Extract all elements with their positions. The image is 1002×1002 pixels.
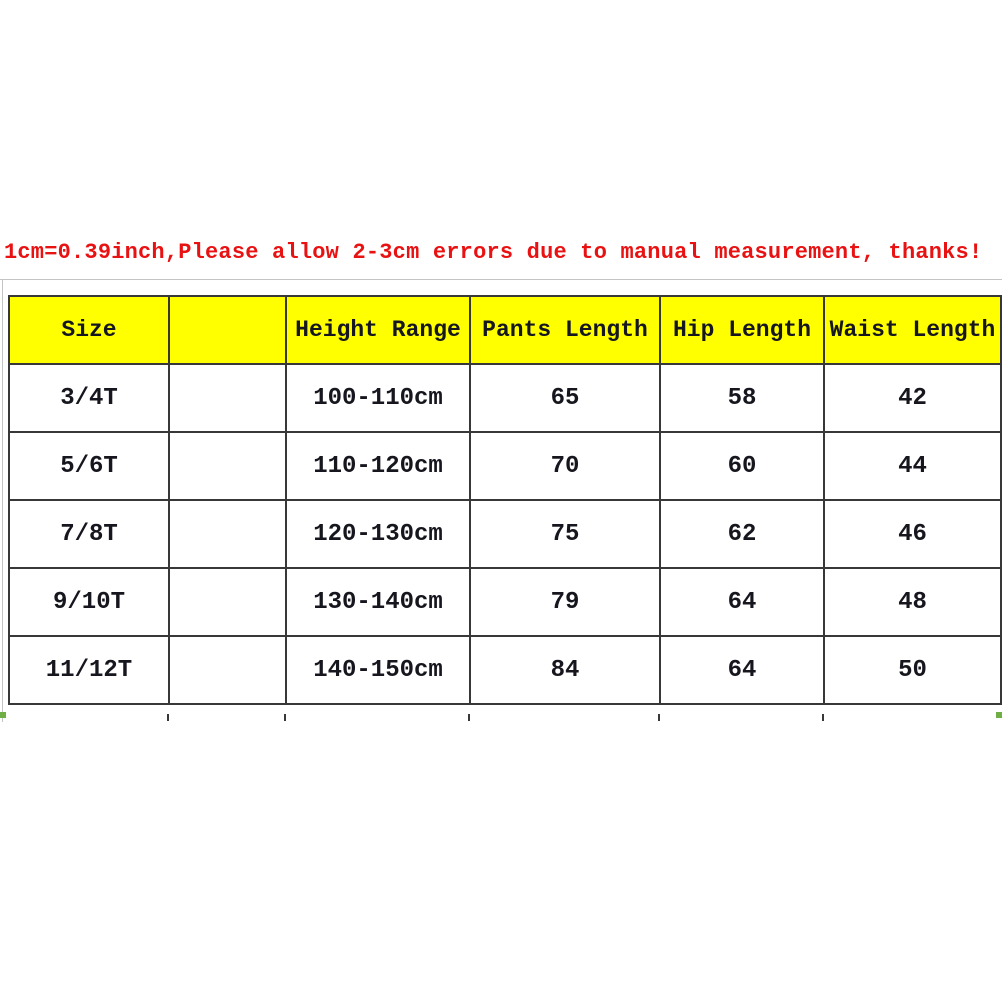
size-table [8, 295, 1002, 705]
cell-pants: 65 [470, 364, 660, 432]
table-row [9, 432, 1001, 500]
cell-empty [169, 364, 286, 432]
table-header-row [9, 296, 1001, 364]
cell-empty [169, 568, 286, 636]
cell-hip: 60 [660, 432, 824, 500]
cell-waist: 46 [824, 500, 1001, 568]
cell-hip: 64 [660, 568, 824, 636]
cell-pants: 70 [470, 432, 660, 500]
cell-height: 100-110cm [286, 364, 470, 432]
cell-size: 11/12T [9, 636, 169, 704]
cell-pants: 75 [470, 500, 660, 568]
header-hip-length: Hip Length [660, 296, 824, 364]
cell-height: 110-120cm [286, 432, 470, 500]
cell-height: 140-150cm [286, 636, 470, 704]
cell-waist: 48 [824, 568, 1001, 636]
cell-pants: 84 [470, 636, 660, 704]
cell-waist: 44 [824, 432, 1001, 500]
cell-size: 3/4T [9, 364, 169, 432]
cell-size: 7/8T [9, 500, 169, 568]
header-pants-length: Pants Length [470, 296, 660, 364]
gridline-stub [284, 714, 286, 721]
header-size: Size [9, 296, 169, 364]
table-row [9, 500, 1001, 568]
cell-size: 5/6T [9, 432, 169, 500]
gridline-stub [468, 714, 470, 721]
cell-waist: 42 [824, 364, 1001, 432]
header-height-range: Height Range [286, 296, 470, 364]
table-row [9, 636, 1001, 704]
cell-height: 130-140cm [286, 568, 470, 636]
cell-hip: 58 [660, 364, 824, 432]
header-waist-length: Waist Length [824, 296, 1001, 364]
cell-hip: 62 [660, 500, 824, 568]
cell-hip: 64 [660, 636, 824, 704]
spreadsheet-gridline-top [0, 279, 1002, 280]
gridline-stub [658, 714, 660, 721]
cell-pants: 79 [470, 568, 660, 636]
cell-waist: 50 [824, 636, 1001, 704]
measurement-note: 1cm=0.39inch,Please allow 2-3cm errors due to manual measurement, thanks! [4, 240, 983, 265]
spreadsheet-gridline-left [2, 279, 3, 722]
table-row [9, 568, 1001, 636]
cell-empty [169, 500, 286, 568]
selection-handle-bottom-right [996, 712, 1002, 718]
cell-size: 9/10T [9, 568, 169, 636]
cell-empty [169, 636, 286, 704]
gridline-stub [167, 714, 169, 721]
gridline-stub [822, 714, 824, 721]
selection-handle-bottom-left [0, 712, 6, 718]
table-row [9, 364, 1001, 432]
header-empty [169, 296, 286, 364]
cell-empty [169, 432, 286, 500]
cell-height: 120-130cm [286, 500, 470, 568]
